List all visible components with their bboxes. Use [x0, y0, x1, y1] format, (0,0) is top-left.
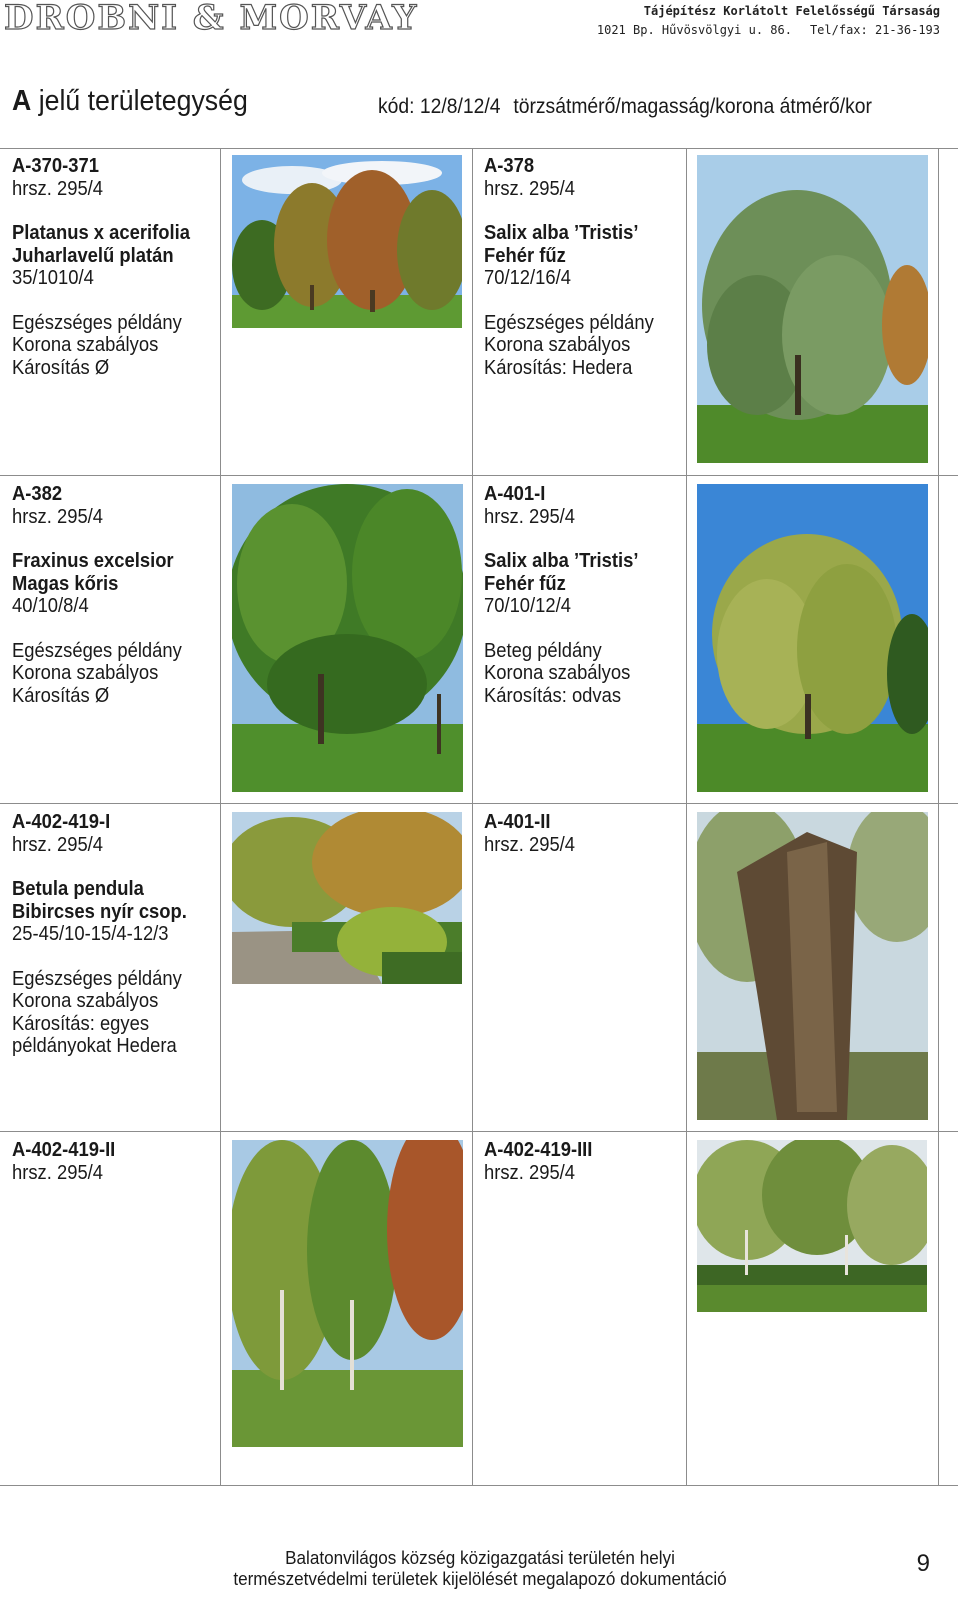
birch-trees-icon — [232, 1140, 463, 1447]
common-name: Fehér fűz — [484, 244, 566, 267]
firm-name: Tájépítész Korlátolt Felelősségű Társaság — [643, 4, 940, 18]
firm-contact — [597, 21, 940, 40]
crown-status: Korona szabályos — [12, 334, 159, 356]
tree-id: A-402-419-II — [12, 1139, 116, 1161]
code-description: törzsátmérő/magasság/korona átmérő/kor — [513, 95, 872, 118]
health-status: Egészséges példány — [12, 639, 182, 662]
latin-name: Salix alba ’Tristis’ — [484, 550, 639, 572]
tree-trunk-icon — [697, 812, 928, 1120]
parcel-number: hrsz. 295/4 — [12, 177, 104, 200]
willow-tree-icon — [697, 155, 928, 463]
grid-line — [0, 475, 958, 476]
tree-record-a402-i — [12, 811, 202, 1058]
tree-record-a402-iii — [484, 1139, 602, 1184]
tree-photo-a382 — [232, 484, 463, 792]
parcel-number: hrsz. 295/4 — [484, 1161, 576, 1184]
tree-photo-a401-i — [697, 484, 928, 792]
firm-phone: Tel/fax: 21-36-193 — [809, 23, 940, 37]
parcel-number: hrsz. 295/4 — [484, 505, 576, 528]
footer-line-2: természetvédelmi területek kijelölését megalapozó dokumentáció — [233, 1569, 727, 1589]
size-code: 40/10/8/4 — [12, 595, 89, 617]
parcel-number: hrsz. 295/4 — [12, 1161, 104, 1184]
health-status: Egészséges példány — [12, 967, 182, 990]
tree-id: A-402-419-III — [484, 1139, 593, 1161]
tree-photo-a402-iii — [697, 1140, 927, 1312]
common-name: Juharlavelű platán — [12, 244, 174, 267]
grid-line — [0, 803, 958, 804]
tree-group-icon — [697, 1140, 927, 1312]
latin-name: Fraxinus excelsior — [12, 550, 174, 572]
tree-id: A-401-I — [484, 483, 546, 505]
parcel-number: hrsz. 295/4 — [12, 833, 104, 856]
common-name: Magas kőris — [12, 572, 119, 595]
grid-line — [472, 149, 473, 1485]
grid-line — [686, 149, 687, 1485]
tree-id: A-378 — [484, 155, 535, 177]
crown-status: Korona szabályos — [12, 662, 159, 684]
tree-photo-a378 — [697, 155, 928, 463]
common-name: Bibircses nyír csop. — [12, 900, 187, 923]
tree-record-a382 — [12, 483, 197, 707]
crown-status: Korona szabályos — [484, 662, 631, 684]
tree-photo-a370 — [232, 155, 462, 328]
health-status: Egészséges példány — [484, 311, 654, 334]
damage-status: Károsítás: egyes — [12, 1012, 150, 1035]
crown-status: Korona szabályos — [12, 990, 159, 1012]
tree-record-a401-i — [484, 483, 652, 707]
damage-status-cont: példányokat Hedera — [12, 1035, 177, 1057]
tree-id: A-370-371 — [12, 155, 99, 177]
tree-photo-a401-ii — [697, 812, 928, 1120]
page-number: 9 — [916, 1550, 930, 1577]
tree-record-a401-ii — [484, 811, 583, 856]
section-title — [12, 84, 248, 118]
grid-line — [0, 1131, 958, 1132]
parcel-number: hrsz. 295/4 — [484, 833, 576, 856]
health-status: Beteg példány — [484, 639, 602, 662]
tree-photo-a402-ii — [232, 1140, 463, 1447]
section-letter: A — [12, 85, 32, 117]
damage-status: Károsítás: Hedera — [484, 356, 633, 379]
size-code: 70/12/16/4 — [484, 267, 571, 289]
footer-line-1: Balatonvilágos község közigazgatási területén helyi — [285, 1548, 675, 1568]
damage-status: Károsítás Ø — [12, 684, 110, 707]
path-trees-icon — [232, 812, 462, 984]
latin-name: Platanus x acerifolia — [12, 222, 190, 244]
tree-record-a402-ii — [12, 1139, 124, 1184]
tree-table — [0, 148, 958, 1486]
ash-tree-icon — [232, 484, 463, 792]
tree-id: A-401-II — [484, 811, 551, 833]
tree-id: A-402-419-I — [12, 811, 111, 833]
company-logo: DROBNI & MORVAY — [4, 0, 419, 38]
health-status: Egészséges példány — [12, 311, 182, 334]
grid-line — [220, 149, 221, 1485]
tree-record-a370 — [12, 155, 205, 379]
crown-status: Korona szabályos — [484, 334, 631, 356]
damage-status: Károsítás Ø — [12, 356, 110, 379]
grid-line — [938, 149, 939, 1485]
size-code: 35/1010/4 — [12, 267, 94, 289]
section-title-rest: jelű területegység — [31, 85, 248, 117]
latin-name: Salix alba ’Tristis’ — [484, 222, 639, 244]
footer — [24, 1548, 936, 1590]
code-legend — [378, 94, 872, 120]
code-label: kód: 12/8/12/4 — [378, 95, 501, 118]
willow-tree-icon — [697, 484, 928, 792]
tree-record-a378 — [484, 155, 669, 379]
autumn-tree-icon — [232, 155, 462, 328]
parcel-number: hrsz. 295/4 — [484, 177, 576, 200]
size-code: 25-45/10-15/4-12/3 — [12, 923, 169, 945]
tree-photo-a402-i — [232, 812, 462, 984]
damage-status: Károsítás: odvas — [484, 684, 622, 707]
tree-id: A-382 — [12, 483, 63, 505]
firm-info — [597, 2, 940, 40]
latin-name: Betula pendula — [12, 878, 144, 900]
parcel-number: hrsz. 295/4 — [12, 505, 104, 528]
size-code: 70/10/12/4 — [484, 595, 571, 617]
common-name: Fehér fűz — [484, 572, 566, 595]
firm-address: 1021 Bp. Hűvösvölgyi u. 86. — [596, 23, 792, 37]
